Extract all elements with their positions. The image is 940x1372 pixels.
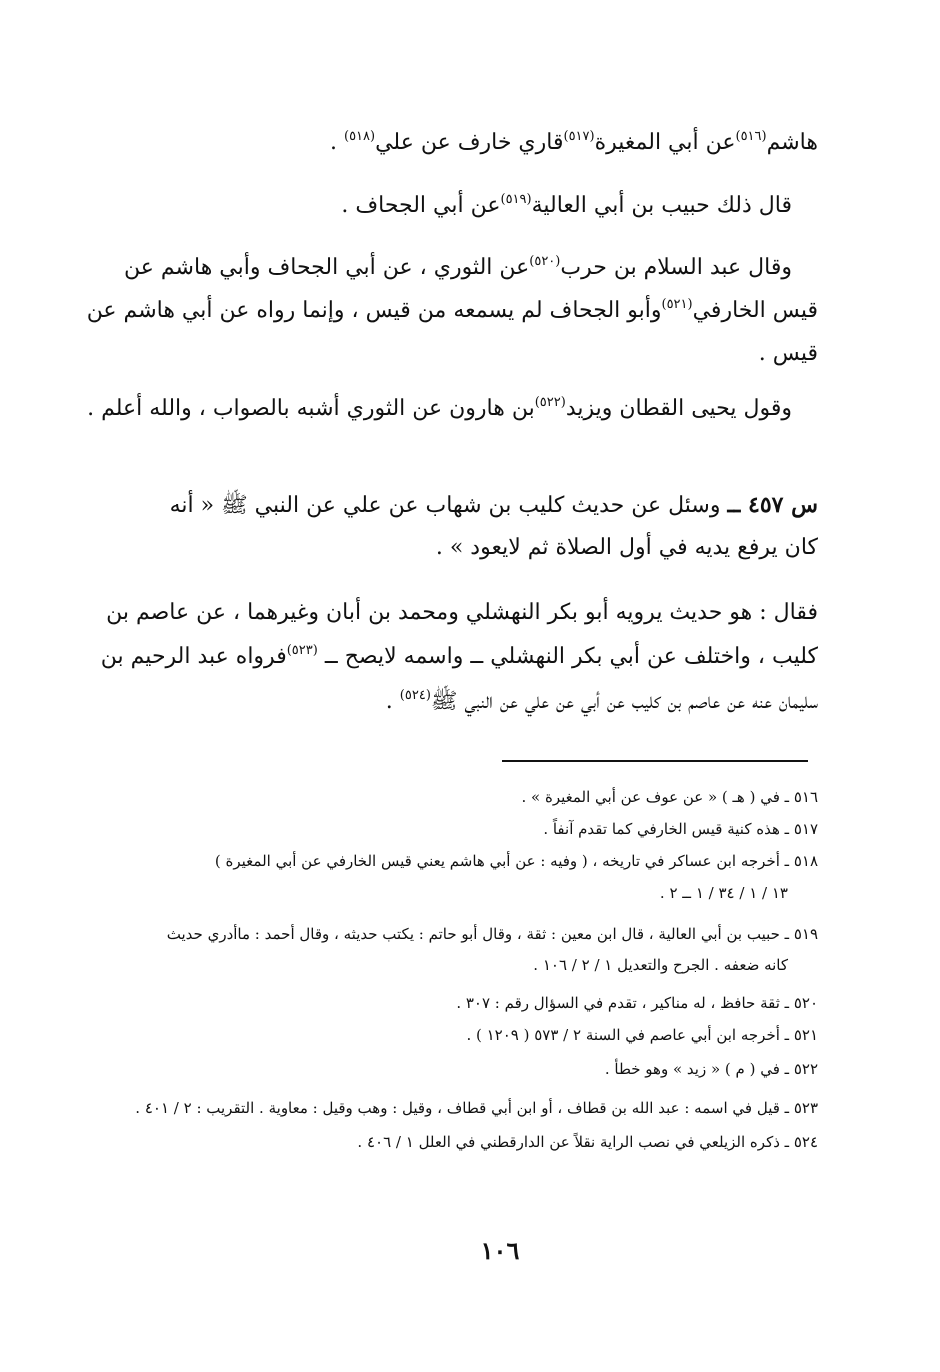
text-line (341, 191, 792, 224)
footnote: ٥٢٠ ـ ثقة حافظ ، له مناكير ، تقدم في السؤال رقم : ٣٠٧ . (456, 994, 818, 1012)
text-segment: فرواه عبد الرحيم بن (100, 644, 287, 669)
text-line (124, 253, 792, 286)
question-number: س ٤٥٧ ــ (727, 492, 818, 518)
footnote-continuation: كانه ضعفه . الجرح والتعديل ١ / ٢ / ١٠٦ . (533, 956, 788, 974)
footnote-ref: (٥١٨) (343, 129, 376, 144)
text-segment: بن هارون عن الثوري أشبه بالصواب ، والله أعلم . (87, 396, 535, 421)
text-segment: . (385, 689, 400, 714)
text-segment: قيس الخارفي (692, 298, 818, 323)
footnote: ٥١٨ ـ أخرجه ابن عساكر في تاريخه ، ( وفيه : عن أبي هاشم يعني قيس الخارفي عن أبي المغيرة ) (214, 852, 818, 870)
text-line (101, 642, 818, 675)
text-segment: فقال : هو حديث يرويه أبو بكر النهشلي ومحمد بن أبان وغيرهما ، عن عاصم بن (106, 600, 818, 625)
text-segment: . (329, 130, 344, 155)
footnote-separator (502, 760, 808, 762)
text-line (759, 339, 818, 369)
footnote-continuation: ١٣ / ١ / ٣٤ / ١ ــ ٢ . (659, 884, 788, 902)
text-segment: كان يرفع يديه في أول الصلاة ثم لايعود » . (435, 535, 818, 560)
footnote-ref: (٥٢١) (661, 297, 693, 312)
text-segment: وقول يحيى القطان ويزيد (565, 396, 792, 421)
text-segment: عن الثوري ، عن أبي الجحاف وأبي هاشم عن (124, 255, 530, 280)
text-segment: قال ذلك حبيب بن أبي العالية (531, 193, 792, 218)
text-segment: قاري خارف عن علي (375, 130, 564, 155)
text-segment: وسئل عن حديث كليب بن شهاب عن علي عن النبي ﷺ « أنه (169, 493, 721, 518)
footnote-ref: (٥٢٣) (286, 643, 318, 658)
text-segment: وأبو الجحاف لم يسمعه من قيس ، وإنما رواه عن أبي هاشم عن (86, 298, 662, 323)
text-line (436, 533, 818, 563)
text-line (330, 128, 818, 161)
text-line (87, 394, 792, 427)
footnote: ٥١٧ ـ هذه كنية قيس الخارفي كما تقدم آنفاً . (543, 820, 818, 838)
text-segment: كليب ، واختلف عن أبي بكر النهشلي ــ واسمه لايصح ــ (317, 644, 818, 669)
text-segment: عن أبي المغيرة (594, 130, 736, 155)
footnote: ٥٢٢ ـ في ( م ) « زيد » وهو خطأ . (604, 1060, 818, 1078)
footnote-ref: (٥٢٤) (399, 688, 431, 703)
text-segment: سليمان عنه عن عاصم بن كليب عن أبي عن علي عن النبي ﷺ (430, 689, 818, 714)
text-segment: عن أبي الجحاف . (341, 193, 501, 218)
footnote-ref: (٥١٩) (500, 192, 532, 207)
text-segment: هاشم (766, 130, 818, 155)
page-number: ١٠٦ (480, 1236, 520, 1265)
footnote-ref: (٥٢٠) (529, 254, 561, 269)
footnote: ٥٢١ ـ أخرجه ابن أبي عاصم في السنة ٢ / ٥٧٣ ( ١٢٠٩ ) . (466, 1026, 818, 1044)
text-line (106, 598, 818, 628)
text-line (386, 687, 818, 720)
text-segment: قيس . (758, 341, 818, 366)
footnote-ref: (٥١٦) (735, 129, 767, 144)
footnote: ٥٢٣ ـ قيل في اسمه : عبد الله بن قطاف ، أو ابن أبي قطاف ، وقيل : وهب وقيل : معاوية . التقريب : ٢ / ٤٠١ . (135, 1099, 818, 1117)
footnote-ref: (٥٢٢) (534, 395, 566, 410)
text-segment: وقال عبد السلام بن حرب (560, 255, 792, 280)
text-line (87, 296, 818, 329)
footnote: ٥١٩ ـ حبيب بن أبي العالية ، قال ابن معين : ثقة ، وقال أبو حاتم : يكتب حديثه ، وقال أحمد : ماأدري حديث (166, 925, 818, 943)
footnote: ٥١٦ ـ في ( هـ ) « عن عوف عن أبي المغيرة » . (521, 788, 818, 806)
question-line (170, 490, 818, 521)
footnote-ref: (٥١٧) (563, 129, 595, 144)
footnote: ٥٢٤ ـ ذكره الزيلعي في نصب الراية نقلاً عن الدارقطني في العلل ١ / ٤٠٦ . (357, 1133, 818, 1151)
